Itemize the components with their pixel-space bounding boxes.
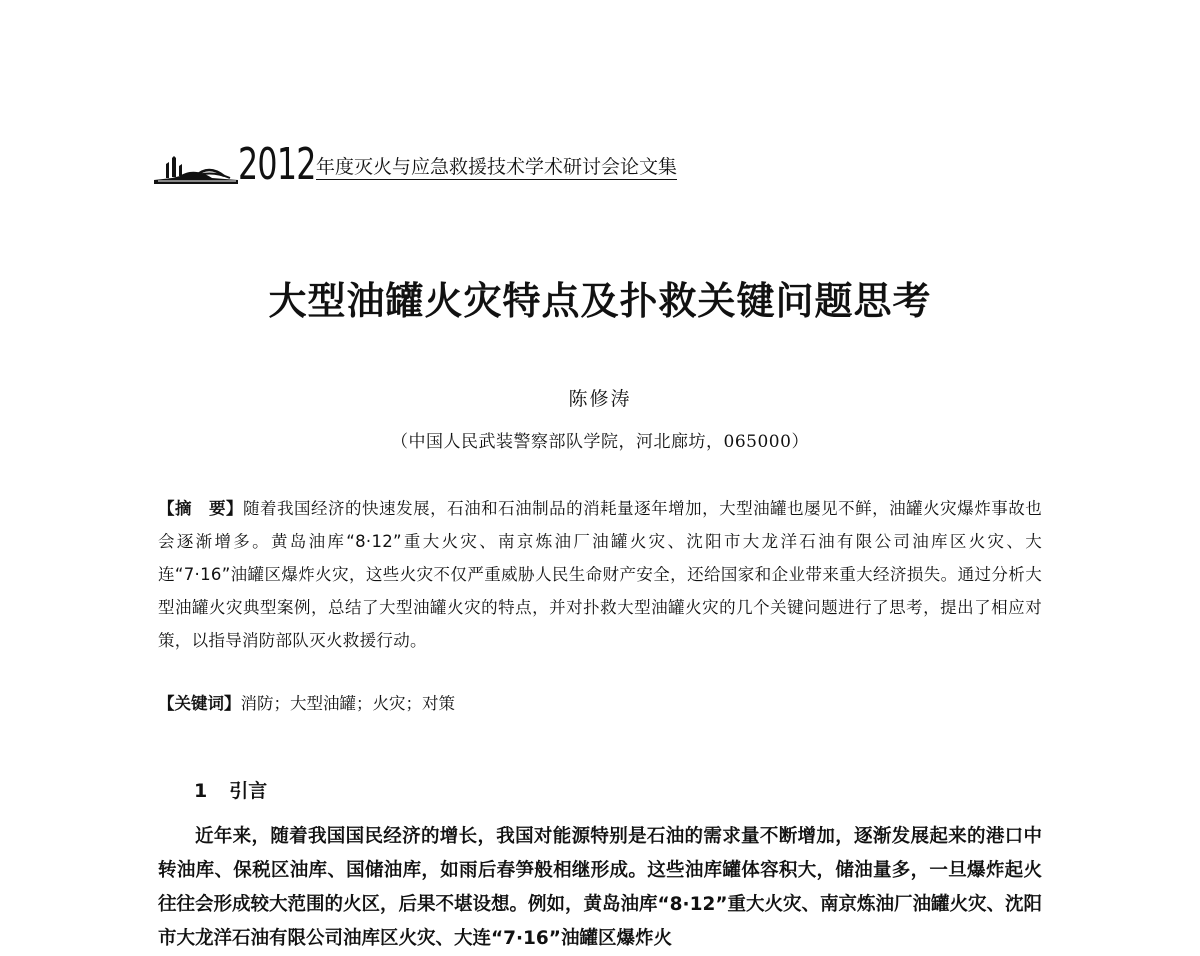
intro-paragraph: 近年来，随着我国国民经济的增长，我国对能源特别是石油的需求量不断增加，逐渐发展起来的港口中转油库、保税区油库、国储油库，如雨后春笋般相继形成。这些油库罐体容积大，储油量多，一旦爆炸起火往往会形成较大范围的火区，后果不堪设想。例如，黄岛油库“8·12”重大火灾、南京炼油厂油罐火灾、沈阳市大龙洋石油有限公司油库区火灾、大连“7·16”油罐区爆炸火: [158, 826, 1042, 949]
paper-title: 大型油罐火灾特点及扑救关键问题思考: [268, 278, 932, 323]
keywords-text: 消防；大型油罐；火灾；对策: [240, 694, 455, 713]
conference-logo-icon: [152, 140, 240, 186]
year-label: 2012: [238, 139, 316, 190]
section-number: 1: [194, 780, 208, 802]
abstract: [158, 492, 1042, 657]
abstract-label: 【摘 要】: [158, 499, 244, 518]
abstract-text: 随着我国经济的快速发展，石油和石油制品的消耗量逐年增加，大型油罐也屡见不鲜，油罐火灾爆炸事故也会逐渐增多。黄岛油库“8·12”重大火灾、南京炼油厂油罐火灾、沈阳市大龙洋石油有限公司油库区火灾、大连“7·16”油罐区爆炸火灾，这些火灾不仅严重威胁人民生命财产安全，还给国家和企业带来重大经济损失。通过分析大型油罐火灾典型案例，总结了大型油罐火灾的特点，并对扑救大型油罐火灾的几个关键问题进行了思考，提出了相应对策，以指导消防部队灭火救援行动。: [158, 499, 1043, 650]
paper-author: 陈修涛: [568, 388, 632, 410]
author-affiliation: （中国人民武装警察部队学院，河北廊坊，065000）: [391, 432, 809, 452]
keywords-label: 【关键词】: [158, 694, 241, 713]
proceedings-series-title: 年度灭火与应急救援技术学术研讨会论文集: [316, 156, 678, 178]
section-title: 引言: [229, 780, 268, 802]
keywords: [158, 691, 455, 717]
proceedings-header: [152, 139, 678, 190]
section-heading: [194, 776, 267, 803]
